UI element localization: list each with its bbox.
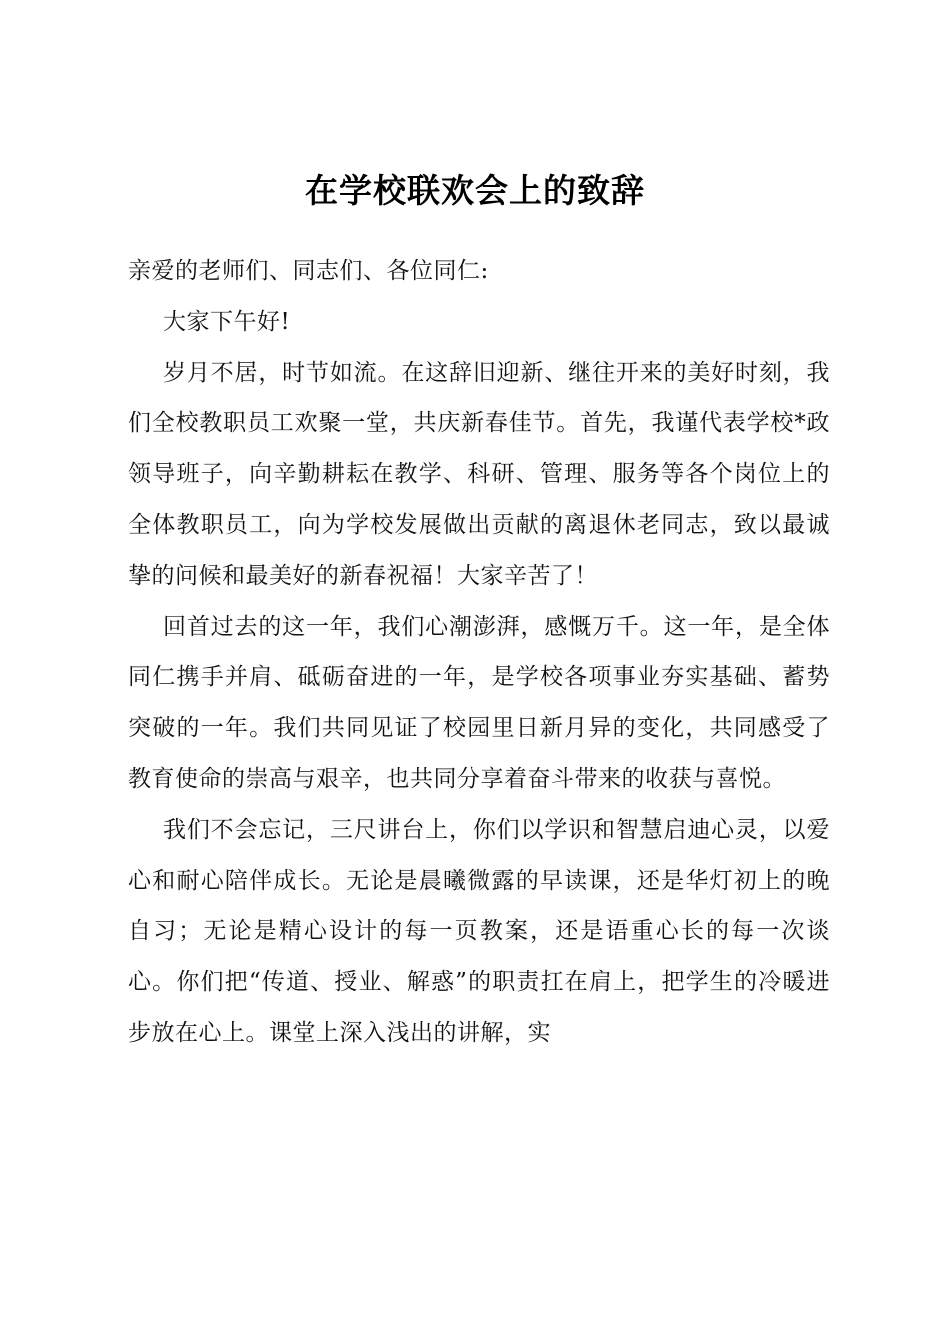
- paragraph-2: 回首过去的这一年，我们心潮澎湃，感慨万千。这一年，是全体同仁携手并肩、砥砺奋进的一年，是学校各项事业夯实基础、蓄势突破的一年。我们共同见证了校园里日新月异的变化，共同感受了教育使命的崇高与艰辛，也共同分享着奋斗带来的收获与喜悦。: [128, 613, 830, 792]
- greeting: 大家下午好!: [163, 308, 291, 335]
- salutation: 亲爱的老师们、同志们、各位同仁:: [128, 258, 489, 284]
- document-body: [128, 246, 830, 1059]
- paragraph-3: 我们不会忘记，三尺讲台上，你们以学识和智慧启迪心灵，以爱心和耐心陪伴成长。无论是晨曦微露的早读课，还是华灯初上的晚自习；无论是精心设计的每一页教案，还是语重心长的每一次谈心。你们把“传道、授业、解惑”的职责扛在肩上，把学生的冷暖进步放在心上。课堂上深入浅出的讲解，实: [128, 816, 830, 1046]
- paragraph-1: 岁月不居，时节如流。在这辞旧迎新、继往开来的美好时刻，我们全校教职员工欢聚一堂，共庆新春佳节。首先，我谨代表学校*政领导班子，向辛勤耕耘在教学、科研、管理、服务等各个岗位上的全体教职员工，向为学校发展做出贡献的离退休老同志，致以最诚挚的问候和最美好的新春祝福！大家辛苦了！: [128, 359, 830, 589]
- document-title: 在学校联欢会上的致辞: [305, 171, 645, 210]
